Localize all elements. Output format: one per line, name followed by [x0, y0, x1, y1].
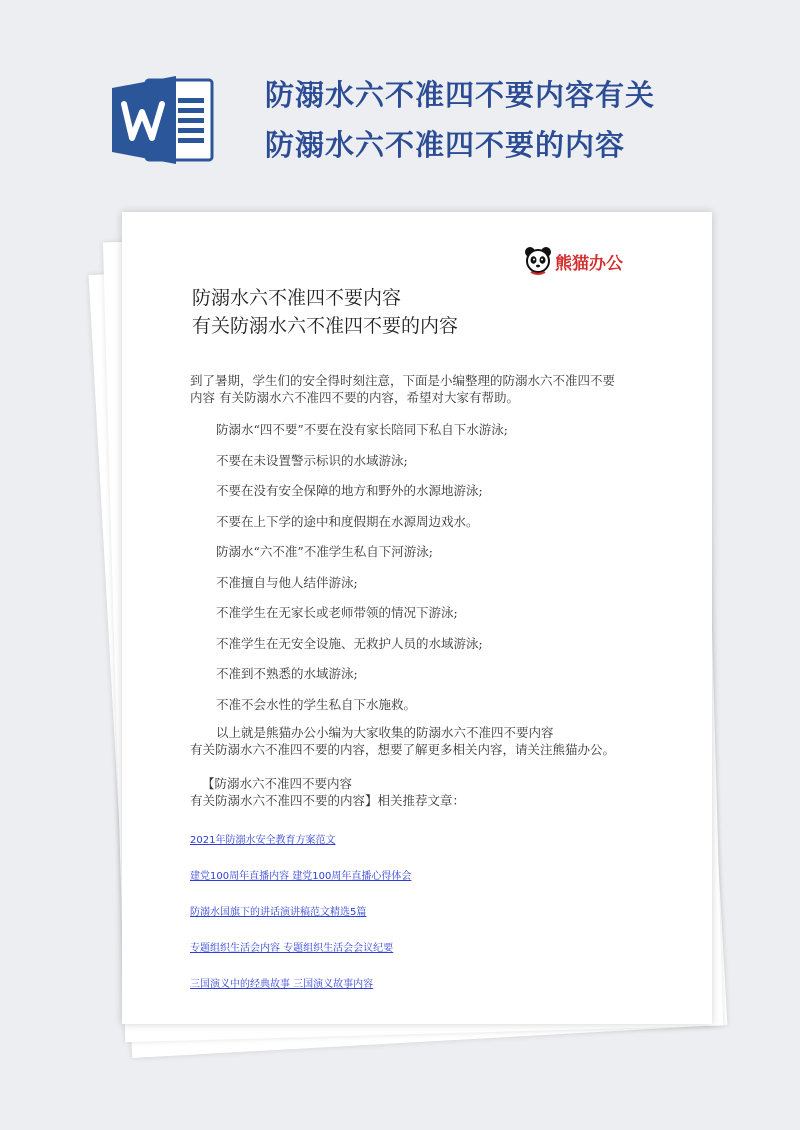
closing-line-1: 以上就是熊猫办公小编为大家收集的防溺水六不准四不要内容	[216, 725, 554, 740]
brand-name: 熊猫办公	[555, 254, 623, 274]
related-article-link[interactable]: 2021年防溺水安全教育方案范文	[190, 835, 336, 846]
related-article-link[interactable]: 专题组织生活会内容 专题组织生活会会议纪要	[190, 943, 394, 954]
related-article-link[interactable]: 建党100周年直播内容 建党100周年直播心得体会	[190, 871, 412, 882]
related-article-link[interactable]: 三国演义中的经典故事 三国演义故事内容	[190, 979, 374, 990]
panda-logo-icon	[523, 245, 553, 275]
recommend-line-2: 有关防溺水六不准四不要的内容】相关推荐文章：	[190, 793, 466, 808]
intro-line-1: 到了暑期，学生们的安全得时刻注意，下面是小编整理的防溺水六不准四不要	[190, 373, 616, 388]
rule-item: 防溺水“六不准”不准学生私自下河游泳;	[216, 544, 433, 559]
page-header	[0, 0, 800, 210]
closing-line-2: 有关防溺水六不准四不要的内容，想要了解更多相关内容，请关注熊猫办公。	[190, 742, 616, 757]
header-title-line-2: 防溺水六不准四不要的内容	[265, 128, 626, 162]
word-document-icon	[112, 74, 216, 166]
brand-logo	[523, 245, 643, 275]
rule-item: 不准不会水性的学生私自下水施救。	[216, 696, 417, 712]
header-title	[265, 70, 795, 170]
document-title-line-2: 有关防溺水六不准四不要的内容	[192, 315, 459, 337]
intro-line-2: 内容 有关防溺水六不准四不要的内容，希望对大家有帮助。	[190, 390, 519, 405]
header-title-line-1: 防溺水六不准四不要内容有关	[265, 78, 656, 112]
recommend-heading	[190, 775, 660, 809]
intro-paragraph	[190, 372, 660, 406]
rule-item: 不要在没有安全保障的地方和野外的水源地游泳;	[216, 483, 483, 498]
rule-item: 不要在未设置警示标识的水域游泳;	[216, 452, 408, 468]
document-body	[190, 372, 660, 1014]
rule-item: 不准学生在无安全设施、无救护人员的水域游泳;	[216, 635, 483, 651]
document-title-line-1: 防溺水六不准四不要内容	[192, 287, 402, 309]
closing-paragraph	[190, 724, 660, 758]
rule-item: 不要在上下学的途中和度假期在水源周边戏水。	[216, 513, 479, 529]
rule-item: 不准到不熟悉的水域游泳;	[216, 666, 358, 681]
document-page	[122, 212, 712, 1024]
rule-item: 防溺水“四不要”不要在没有家长陪同下私自下水游泳;	[216, 422, 508, 437]
recommend-line-1: 【防溺水六不准四不要内容	[202, 776, 353, 791]
rule-item: 不准擅自与他人结伴游泳;	[216, 574, 358, 590]
related-links	[190, 834, 660, 1014]
rule-item: 不准学生在无家长或老师带领的情况下游泳;	[216, 605, 458, 620]
document-title	[192, 284, 652, 340]
related-article-link[interactable]: 防溺水国旗下的讲话演讲稿范文精选5篇	[190, 907, 367, 918]
